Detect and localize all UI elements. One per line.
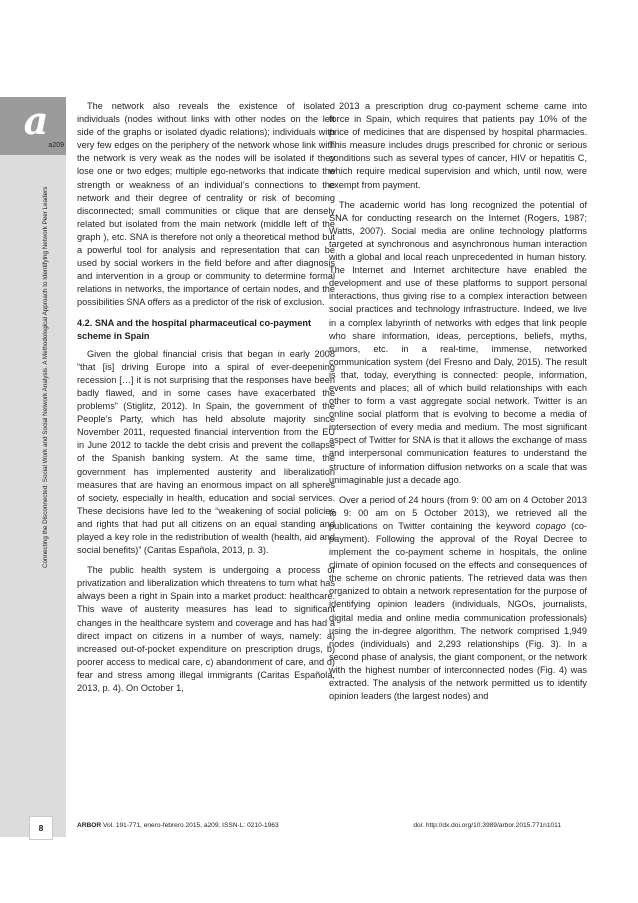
keyword: copago [535,520,566,531]
paragraph [329,494,587,704]
left-column [77,100,335,695]
citation-text: Vol. 191-771, enero-febrero 2015, a209. ISSN-L: 0210-1963 [101,822,279,829]
paragraph: The public health system is undergoing a process of privatization and liberalization which threatens to turn what has always been a right in Spain into a market product: healthcare. This wave of austerity measures has lead to significant changes in the healthcare system and coverage and has had a direct impact on citizens in a number of ways, namely: a) increased out-of-pocket expenditure on prescription drugs, b) poorer access to medical care, c) abandonment of care, and d) fear and stress among illegal immigrants (Caritas Española, 2013, p. 4). On October 1, [77,565,335,694]
logo-mark: a [23,98,43,143]
paragraph: Given the global financial crisis that began in early 2008 “that [is] driving Europe into a spiral of ever-deepening recession […] it is not surprising that the responses have been badly flawed, and in some cases have exacerbated the problems” (Stiglitz, 2012). In Spain, the government of the People’s Party, which has held absolute majority since November 2011, requested financial intervention from the EU in June 2012 to tackle the debt crisis and prevent the collapse of the Spanish banking system. At the same time, the government has implemented austerity and liberalization measures that are having an enormous impact on all spheres of society, especially in health, education and social services. These decisions have led to the “weakening of social policies and rights that had put all citizens on an equal standing and played a key role in the redistribution of wealth (health, aid and social benefits)” (Caritas Española, 2013, p. 3). [77,348,335,556]
footer-doi[interactable]: doi: http://dx.doi.org/10.3989/arbor.2015.771n1011 [413,822,561,829]
paragraph-text: Over a period of 24 hours (from 9: 00 am on 4 October 2013 to 9: 00 am on 5 October 2013), we retrieved all the publications on Twitter containing the keyword [329,494,587,531]
right-column [329,100,587,703]
paragraph: 2013 a prescription drug co-payment scheme came into force in Spain, which requires that patients pay 10% of the price of medicines that are dispensed by hospital pharmacies. This measure includes drugs prescribed for chronic or serious conditions such as several types of cancer, HIV or hepatitis C, which require medical supervision and which, until now, were exempt from payment. [329,101,587,190]
paragraph-text: (co-payment). Following the approval of the Royal Decree to implement the co-payment scheme in hospitals, the online climate of opinion focused on the effects and consequences of the scheme on chronic patients. The retrieved data was then organized to obtain a network representation for the purpose of identifying opinion leaders (individuals, NGOs, journalists, digital media and online media communication professionals) using the in-degree algorithm. The network comprised 1,949 nodes (individuals) and 2,293 relationships (Fig. 3). In a second phase of analysis, the giant component, or the network with the highest number of interconnected nodes (Fig. 4) was extracted. The analysis of the network permitted us to identify opinion leaders (the largest nodes) and [329,520,587,702]
sidebar-strip [0,97,66,837]
page-number: 8 [29,816,53,840]
running-title: Connecting the Disconnected: Social Work and Social Network Analysis. A Methodological Approach to Identifying Network Peer Leaders [42,186,49,568]
journal-name: ARBOR [77,822,102,829]
section-heading: 4.2. SNA and the hospital pharmaceutical co-payment scheme in Spain [77,317,311,341]
footer-citation [77,822,279,829]
article-id: a209 [48,142,64,149]
paragraph: The network also reveals the existence of isolated individuals (nodes without links with other nodes on the left side of the graphs or isolated dyadic relations); individuals with very few edges on the periphery of the network whose link with the network is very weak as the nodes will be isolated if they lose one or two edges; multiple ego-networks that indicate the strength or weakness of an individual’s connections to the network and their degree of centrality or risk of becoming disconnected; small communities or clique that are densely related but isolated from the main network (middle left of the graph ), etc. SNA is therefore not only a theoretical method but a powerful tool for analysis and representation that can be used by social workers in the field before and after diagnosis and intervention in a group or community to determine formal relations in networks, the importance of certain nodes, and the possibilities SNA offers as a predictor of the risk of exclusion. [77,101,335,308]
paragraph: The academic world has long recognized the potential of SNA for conducting research on the Internet (Rogers, 1987; Watts, 2007). Social media are online technology platforms targeted at synchronous and asynchronous human interaction with a global and local reach unprecedented in human history. The Internet and Internet architecture have enabled the development and use of these platforms to support personal interactions, thus giving rise to a complex interaction between social practices and technology infrastructure. Indeed, we live in a complex labyrinth of networks with edges that link people who share information, ideas, perceptions, beliefs, myths, rumors, etc. in a real-time, immense, networked communication system (del Fresno and Daly, 2015). The result is that, today, everything is connected: people, information, events and places; all of which build relationships with each other to form a vast aggregate social network. Twitter is an online social platform that is evolving to become a media of intersection of every media and medium. The most significant aspect of Twitter for SNA is that it allows the exchange of mass and interpersonal communication features to understand the structure of information diffusion networks on a scale that was unimaginable just a decade ago. [329,199,587,485]
